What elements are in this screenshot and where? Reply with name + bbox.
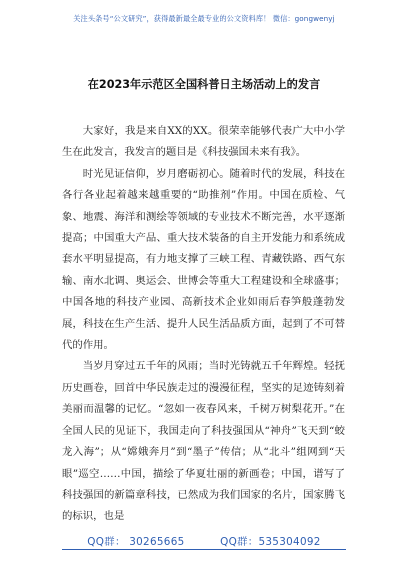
header-banner: 关注头条号“公文研究”，获得最新最全最专业的公文资料库！ 微信：gongwenyj xyxy=(73,14,335,23)
paragraph-technology: 时光见证信仰，岁月磨砺初心。随着时代的发展，科技在各行各业起着越来越重要的“助推剂”作用。中国在质检、气象、地震、海洋和测绘等领域的专业技术不断完善，水平逐渐提高；中国重大产品、重大技术装备的自主开发能力和系统成套水平明显提高，有力地支撑了三峡工程、青藏铁路、西气东输、南水北调、奥运会、世博会等重大工程建设和全球盛事；中国各地的科技产业园、高新技术企业如雨后春笋般蓬勃发展，科技在生产生活、提升人民生活品质方面，起到了不可替代的作用。 xyxy=(62,167,345,352)
footer-underline xyxy=(62,549,346,550)
footer-qq-group-2: QQ群：535304092 xyxy=(220,536,321,548)
paragraph-intro: 大家好，我是来自XX的XX。很荣幸能够代表广大中小学生在此发言，我发言的题目是《科技强国未来有我》。 xyxy=(62,125,345,159)
footer-qq-group-1: QQ群： 30265665 xyxy=(87,536,185,548)
footer-contact xyxy=(0,533,408,548)
paragraph-history: 当岁月穿过五千年的风雨；当时光铸就五千年辉煌。轻抚历史画卷，回首中华民族走过的漫漫征程，坚实的足迹铸刻着美丽而温馨的记忆。“忽如一夜春风来，千树万树梨花开。”在全国人民的见证下，我国走向了科技强国从“神舟”飞天到“蛟龙入海”；从“嫦娥奔月”到“墨子”传信；从“北斗”组网到“天眼”巡空……中国，描绘了华夏壮丽的新画卷；中国，谱写了科技强国的新篇章科技，已然成为我们国家的名片，国家腾飞的标识，也是 xyxy=(62,360,345,523)
document-title: 在2023年示范区全国科普日主场活动上的发言 xyxy=(87,78,321,91)
document-body xyxy=(62,121,345,528)
